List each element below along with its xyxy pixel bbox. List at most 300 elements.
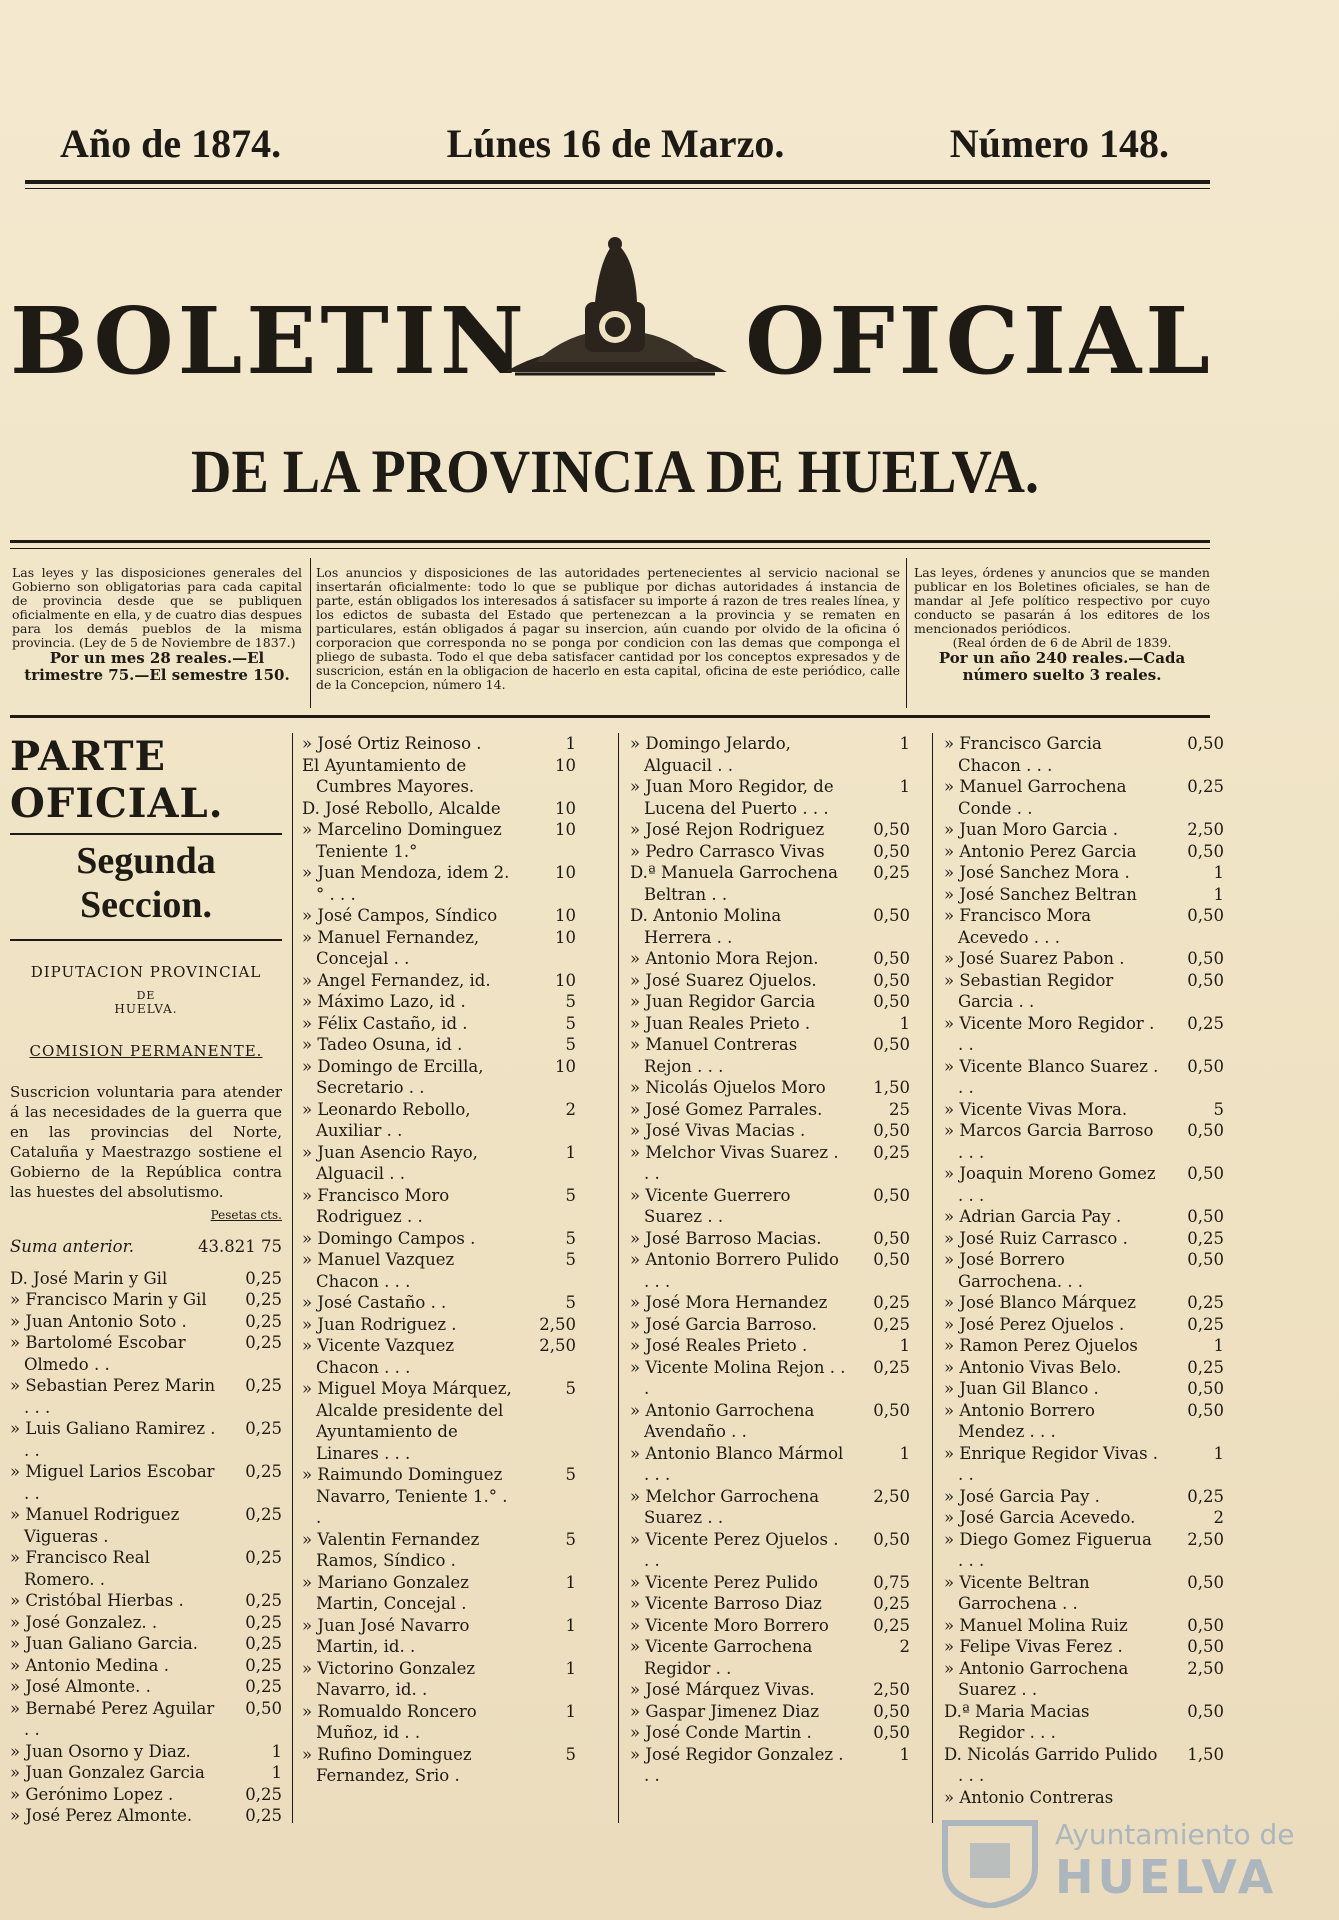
subscriber-amount: 1 [899, 1013, 910, 1033]
subscriber-amount: 5 [1213, 1099, 1224, 1119]
subscriber-amount: 0,50 [1187, 734, 1224, 753]
subscriber-row [944, 862, 1224, 884]
subscriber-row [630, 970, 910, 992]
de-heading: DE [136, 989, 156, 1002]
subscriber-row [302, 1056, 576, 1099]
subscriber-name: » Vicente Barroso Diaz [630, 1594, 822, 1613]
subscriber-name: D. José Marin y Gil [10, 1268, 168, 1288]
subscriber-row [302, 1034, 576, 1056]
subscriber-row [302, 927, 576, 970]
subscriber-row [944, 948, 1224, 970]
subscriber-name: » Juan Moro Garcia . [944, 820, 1118, 839]
subscriber-name: » José Suarez Ojuelos. [630, 970, 817, 990]
subscriber-name: » Antonio Garrochena Suarez . . [944, 1658, 1129, 1699]
subscriber-amount: 0,25 [245, 1655, 282, 1675]
subscriber-amount: 1 [1213, 863, 1224, 882]
subscriber-name: » Vicente Beltran Garrochena . . [944, 1572, 1090, 1613]
subscriber-amount: 1 [899, 1443, 910, 1463]
subscriber-name: » Juan Rodriguez . [302, 1314, 457, 1334]
subscriber-amount: 5 [565, 1293, 576, 1312]
subscriber-name: » José Ruiz Carrasco . [944, 1228, 1128, 1248]
subscriber-name: » Antonio Blanco Mármol . . . [630, 1443, 844, 1484]
subscriber-name: » Bartolomé Escobar Olmedo . . [10, 1333, 186, 1374]
subscriber-amount: 0,25 [245, 1419, 282, 1438]
subscriber-amount: 2,50 [1187, 1658, 1224, 1678]
subscriber-name: » José Reales Prieto . [630, 1336, 808, 1355]
subscriber-name: » Juan Antonio Soto . [10, 1311, 187, 1331]
subscriber-name: » José Gomez Parrales. [630, 1099, 823, 1119]
subscriber-row [944, 905, 1224, 948]
subscriber-amount: 2,50 [539, 1336, 576, 1355]
notice-right-source: (Real órden de 6 de Abril de 1839. [952, 635, 1172, 650]
subscriber-name: » Valentin Fernandez Ramos, Síndico . [302, 1529, 480, 1570]
subscriber-name: D. Antonio Molina Herrera . . [630, 906, 782, 947]
subscriber-amount: 0,25 [245, 1591, 282, 1610]
subscriber-amount: 0,50 [1187, 1615, 1224, 1635]
subscriber-row [10, 1805, 282, 1827]
subscriber-row [10, 1655, 282, 1677]
subscriber-amount: 0,50 [1187, 1379, 1224, 1398]
column-4 [944, 733, 1224, 1808]
subscriber-row [302, 819, 576, 862]
subscriber-amount: 0,25 [1187, 1293, 1224, 1312]
subscriber-row [944, 1529, 1224, 1572]
subscriber-row [944, 1572, 1224, 1615]
subscriber-name: » Victorino Gonzalez Navarro, id. . [302, 1658, 476, 1699]
subscriber-name: » José Mora Hernandez [630, 1293, 828, 1312]
subscriber-amount: 0,50 [1187, 1207, 1224, 1226]
subscriber-amount: 0,25 [245, 1634, 282, 1653]
subscriber-row [10, 1375, 282, 1418]
subscriber-amount: 0,50 [1187, 1400, 1224, 1420]
subscriber-amount: 1 [1213, 1336, 1224, 1355]
subscriber-name: » Antonio Garrochena Avendaño . . [630, 1400, 815, 1441]
subscriber-amount: 10 [555, 798, 576, 818]
subscriber-row [302, 1013, 576, 1035]
subscriber-amount: 0,50 [1187, 1572, 1224, 1592]
subscriber-amount: 0,25 [1187, 1013, 1224, 1033]
subscriber-name: » Juan Galiano Garcia. [10, 1634, 199, 1653]
suma-value: 43.821 75 [198, 1237, 282, 1256]
subscriber-name: » Antonio Contreras [944, 1787, 1114, 1807]
subscriber-amount: 0,25 [1187, 1486, 1224, 1506]
subscriber-row [302, 733, 576, 755]
subscriber-row [944, 1486, 1224, 1508]
subscriber-row [944, 1701, 1224, 1744]
subscriber-row [630, 1120, 910, 1142]
subscriber-name: » Adrian Garcia Pay . [944, 1207, 1122, 1226]
subscriber-name: » Manuel Contreras Rejon . . . [630, 1035, 798, 1076]
subscriber-name: » Vicente Moro Regidor . . . [944, 1013, 1155, 1054]
suma-anterior-row [10, 1236, 282, 1258]
notice-right [914, 566, 1210, 684]
subscriber-row [302, 905, 576, 927]
subscriber-amount: 0,25 [245, 1784, 282, 1804]
subscriber-row [10, 1762, 282, 1784]
subscriber-amount: 0,75 [873, 1572, 910, 1592]
subscriber-amount: 5 [565, 1185, 576, 1205]
subscriber-name: » Ramon Perez Ojuelos [944, 1336, 1138, 1355]
subscriber-name: » José Ortiz Reinoso . [302, 734, 482, 753]
top-rule-thin [25, 188, 1210, 189]
subscriber-amount: 5 [565, 1529, 576, 1549]
subscriber-name: » Angel Fernandez, id. [302, 970, 491, 990]
subscriber-amount: 0,25 [873, 863, 910, 882]
column-header: Pesetas cts. [210, 1208, 282, 1222]
subscriber-name: » Juan Osorno y Diaz. [10, 1741, 191, 1761]
subscriber-name: » Rufino Dominguez Fernandez, Srio . [302, 1744, 472, 1785]
subscriber-amount: 2,50 [873, 1680, 910, 1699]
column-4-list [944, 733, 1224, 1808]
subscriber-amount: 1 [899, 1336, 910, 1355]
subscriber-row [944, 819, 1224, 841]
subscriber-name: » Tadeo Osuna, id . [302, 1035, 463, 1054]
subscriber-name: » Vicente Perez Pulido [630, 1572, 819, 1592]
date-label: Lúnes 16 de Marzo. [446, 120, 785, 166]
subscriber-name: » Cristóbal Hierbas . [10, 1591, 184, 1610]
subscriber-name: El Ayuntamiento de Cumbres Mayores. [302, 755, 475, 796]
subscriber-name: » José Blanco Márquez [944, 1293, 1136, 1312]
subscriber-name: » Marcos Garcia Barroso . . . [944, 1121, 1154, 1162]
subscriber-row [10, 1332, 282, 1375]
subscriber-row [630, 1013, 910, 1035]
subscriber-name: » José Suarez Pabon . [944, 949, 1125, 968]
subscriber-amount: 0,25 [245, 1376, 282, 1395]
subscriber-row [630, 1357, 910, 1400]
subscriber-row [944, 1206, 1224, 1228]
subscriber-name: » Antonio Borrero Pulido . . . [630, 1250, 839, 1291]
subscriber-amount: 0,50 [873, 1400, 910, 1420]
subscriber-amount: 0,25 [873, 1594, 910, 1613]
subscriber-name: » Juan Reales Prieto . [630, 1013, 811, 1033]
subscriber-amount: 0,25 [873, 1357, 910, 1377]
subscriber-row [10, 1741, 282, 1763]
top-rule [25, 180, 1210, 184]
subscriber-name: » José Castaño . . [302, 1293, 447, 1312]
subscriber-name: » José Garcia Acevedo. [944, 1508, 1136, 1527]
subscriber-amount: 25 [889, 1099, 910, 1119]
subscriber-amount: 0,50 [873, 906, 910, 925]
archive-watermark [935, 1818, 1295, 1912]
subscriber-row [302, 755, 576, 798]
subscriber-amount: 0,50 [873, 841, 910, 861]
masthead-dateline [60, 118, 1169, 168]
subscriber-row [302, 1658, 576, 1701]
subscriber-amount [1160, 1787, 1224, 1809]
subscriber-amount: 0,25 [1187, 1314, 1224, 1334]
notice-rule-bottom [10, 715, 1210, 718]
subscriber-row [630, 1034, 910, 1077]
column-1-list [10, 1268, 282, 1827]
subscriber-row [10, 1698, 282, 1741]
notice-left-price: Por un mes 28 reales.—El trimestre 75.—El semestre 150. [24, 649, 290, 684]
subscriber-name: » Gaspar Jimenez Diaz [630, 1701, 820, 1721]
subscriber-name: D.ª Maria Macias Regidor . . . [944, 1701, 1090, 1742]
subscriber-amount: 5 [565, 1379, 576, 1398]
subscriber-name: » Miguel Moya Márquez, Alcalde presidente del Ayuntamiento de Linares . . . [302, 1379, 512, 1463]
subscriber-row [302, 1142, 576, 1185]
subscriber-amount: 0,50 [1187, 1637, 1224, 1656]
subscriber-amount: 0,25 [245, 1290, 282, 1309]
subscriber-row [630, 1185, 910, 1228]
subscriber-amount: 5 [565, 1035, 576, 1054]
subscriber-row [630, 1593, 910, 1615]
subscriber-row [944, 776, 1224, 819]
suma-label: Suma anterior. [10, 1237, 134, 1256]
subscriber-row [10, 1289, 282, 1311]
subscriber-name: » Miguel Larios Escobar . . [10, 1462, 215, 1503]
subscriber-name: » Antonio Perez Garcia [944, 841, 1137, 861]
column-divider-2 [618, 733, 619, 1823]
subscriber-name: » Raimundo Dominguez Navarro, Teniente 1.° . . [302, 1465, 508, 1527]
subscriber-name: » Manuel Garrochena Conde . . [944, 777, 1127, 818]
notice-left-text: Las leyes y las disposiciones generales del Gobierno son obligatorias para cada capital de provincia desde que se publiquen oficialmente en ella, y de cuatro dias despues para los demás pueblos de la misma provincia. (Ley de 5 de Noviembre de 1837.) [12, 565, 302, 650]
subscriber-amount: 0,50 [873, 970, 910, 990]
subscriber-amount: 2,50 [1187, 820, 1224, 839]
subscriber-amount: 10 [555, 970, 576, 990]
subscriber-amount: 2,50 [539, 1314, 576, 1334]
segunda-seccion-heading: Segunda Seccion. [76, 840, 216, 926]
watermark-line-2: HUELVA [1055, 1850, 1278, 1904]
subscriber-row [944, 1636, 1224, 1658]
huelva-heading: HUELVA. [114, 1002, 178, 1016]
subscriber-row [944, 1335, 1224, 1357]
year-label: Año de 1874. [60, 120, 282, 166]
subscriber-row [944, 1314, 1224, 1336]
subscriber-row [630, 1615, 910, 1637]
subscriber-row [630, 1099, 910, 1121]
column-divider-3 [932, 733, 933, 1823]
subscriber-amount: 0,25 [245, 1612, 282, 1632]
column-2 [302, 733, 576, 1787]
subscriber-name: » Luis Galiano Ramirez . . . [10, 1419, 216, 1460]
subscriber-name: » Mariano Gonzalez Martin, Concejal . [302, 1572, 469, 1613]
subscriber-name: » José Sanchez Mora . [944, 863, 1130, 882]
subscriber-name: » Melchor Garrochena Suarez . . [630, 1486, 820, 1527]
subscriber-name: » Vicente Vivas Mora. [944, 1099, 1128, 1119]
comision-heading: COMISION PERMANENTE. [29, 1042, 263, 1060]
subscriber-name: » José Sanchez Beltran [944, 884, 1137, 904]
subscriber-name: » Melchor Vivas Suarez . . . [630, 1142, 839, 1183]
subscriber-name: » Vicente Perez Ojuelos . . . [630, 1529, 839, 1570]
subscriber-name: D. Nicolás Garrido Pulido . . . [944, 1744, 1158, 1785]
subscriber-row [630, 1722, 910, 1744]
subscriber-amount: 0,50 [873, 1701, 910, 1721]
subscriber-name: » Domingo Jelardo, Alguacil . . [630, 734, 791, 775]
subscriber-amount: 0,50 [1187, 841, 1224, 861]
heading-rule [10, 833, 282, 835]
subscriber-amount: 10 [555, 755, 576, 775]
subscriber-amount: 0,50 [245, 1698, 282, 1718]
subscriber-amount: 0,50 [1187, 970, 1224, 990]
subscriber-row [944, 1658, 1224, 1701]
subscriber-amount: 0,50 [1187, 906, 1224, 925]
subscriber-name: » Vicente Molina Rejon . . . [630, 1357, 846, 1398]
notice-center [316, 566, 900, 692]
subscriber-amount: 0,25 [873, 1142, 910, 1162]
subscriber-row [302, 1335, 576, 1378]
subscriber-name: » José Campos, Síndico [302, 906, 498, 925]
subscriber-row [630, 819, 910, 841]
subscriber-row [944, 1013, 1224, 1056]
subscriber-name: » Domingo de Ercilla, Secretario . . [302, 1056, 484, 1097]
subscriber-row [630, 1679, 910, 1701]
subscriber-amount: 1 [565, 1658, 576, 1678]
subscriber-row [10, 1784, 282, 1806]
title-boletin: BOLETIN [10, 287, 529, 395]
subscriber-row [630, 1701, 910, 1723]
subscriber-row [944, 1120, 1224, 1163]
subscriber-amount: 0,50 [873, 1723, 910, 1742]
subscriber-amount: 1 [565, 734, 576, 753]
subscriber-row [944, 733, 1224, 776]
subscriber-amount: 0,50 [873, 992, 910, 1011]
subscriber-name: » José Rejon Rodriguez [630, 820, 825, 839]
subscriber-row [630, 1636, 910, 1679]
subscriber-amount: 1 [565, 1142, 576, 1162]
subscriber-amount: 1,50 [1187, 1744, 1224, 1764]
subscriber-name: » Pedro Carrasco Vivas [630, 841, 825, 861]
subscriber-name: » Gerónimo Lopez . [10, 1784, 174, 1804]
subscriber-amount: 2 [899, 1637, 910, 1656]
notice-right-text: Las leyes, órdenes y anuncios que se manden publicar en los Boletines oficiales, se han de mandar al Jefe político respectivo por cuyo conducto se pasarán á los editores de los mencionados periódicos. [914, 565, 1210, 636]
subscriber-row [944, 970, 1224, 1013]
subscriber-name: » Juan Moro Regidor, de Lucena del Puerto . . . [630, 777, 834, 818]
parte-oficial-heading: PARTE OFICIAL. [10, 733, 224, 827]
subscriber-row [630, 1077, 910, 1099]
subscriber-row [944, 841, 1224, 863]
subscriber-row [630, 862, 910, 905]
column-3 [630, 733, 910, 1787]
subscriber-name: » Joaquin Moreno Gomez . . . [944, 1164, 1156, 1205]
subscriber-row [944, 1292, 1224, 1314]
subscriber-name: » Sebastian Regidor Garcia . . [944, 970, 1114, 1011]
subscriber-amount: 10 [555, 1056, 576, 1076]
subscriber-row [10, 1461, 282, 1504]
notice-rule-top-thin [10, 548, 1210, 549]
subscriber-row [944, 1056, 1224, 1099]
notice-divider-1 [310, 558, 311, 708]
subscriber-amount: 0,50 [873, 1121, 910, 1140]
subscriber-row [302, 1249, 576, 1292]
subscriber-amount: 0,25 [873, 1314, 910, 1334]
subscriber-name: » Diego Gomez Figuerua . . . [944, 1529, 1152, 1570]
subscriber-row [10, 1311, 282, 1333]
subscriber-amount: 2 [1213, 1508, 1224, 1527]
subscriber-name: » José Gonzalez. . [10, 1612, 158, 1632]
subscriber-row [630, 1744, 910, 1787]
subscriber-amount: 0,25 [245, 1806, 282, 1825]
subscriber-amount: 0,50 [873, 1250, 910, 1269]
subscriber-amount: 0,25 [1187, 1357, 1224, 1377]
subscriber-amount: 0,50 [1187, 1056, 1224, 1076]
subscriber-amount: 0,25 [245, 1505, 282, 1524]
subscriber-name: » Juan Asencio Rayo, Alguacil . . [302, 1142, 478, 1183]
subscriber-row [944, 1099, 1224, 1121]
subscriber-amount: 0,25 [873, 1293, 910, 1312]
subscriber-name: » Juan Gonzalez Garcia [10, 1763, 205, 1782]
subscriber-row [944, 1615, 1224, 1637]
subscriber-name: » Marcelino Dominguez Teniente 1.° [302, 820, 502, 861]
subscriber-amount: 0,25 [1187, 1228, 1224, 1248]
subscriber-row [630, 1314, 910, 1336]
subscriber-row [630, 991, 910, 1013]
notice-center-text: Los anuncios y disposiciones de las autoridades pertenecientes al servicio nacional se insertarán oficialmente: todo lo que se publique por dichas autoridades á instancia de parte, están obligados los interesados á satisfacer su importe á razon de tres reales línea, y los edictos de subasta del Estado que pertenezcan a la provincia y se rematen en particulares, están obligados á pagar su insercion, aún cuando por olvido de la oficina ó corporacion que corresponda no se ponga por condicion con las demas que componga el pliego de subasta. Todo el que deba satisfacer cantidad por los conceptos expresados y de suscricion, están en la obligacion de hacerlo en esta capital, oficina de este periódico, calle de la Concepcion, número 14. [316, 565, 900, 692]
subscriber-row [630, 1335, 910, 1357]
subscriber-row [630, 1249, 910, 1292]
subscriber-name: » Manuel Rodriguez Vigueras . [10, 1505, 180, 1546]
notice-right-price: Por un año 240 reales.—Cada número suelto 3 reales. [938, 649, 1186, 684]
subscriber-name: » José Garcia Pay . [944, 1486, 1100, 1506]
subscriber-amount: 0,50 [1187, 1701, 1224, 1721]
subscriber-name: » Máximo Lazo, id . [302, 992, 466, 1011]
subscriber-amount: 0,25 [245, 1548, 282, 1567]
subscriber-amount: 10 [555, 927, 576, 947]
subscriber-amount: 5 [565, 1744, 576, 1764]
subscriber-amount: 1,50 [873, 1078, 910, 1097]
subscriber-amount: 0,25 [245, 1462, 282, 1481]
subscriber-row [944, 884, 1224, 906]
subscriber-row [302, 1701, 576, 1744]
subscriber-amount: 1 [1213, 1443, 1224, 1463]
subscriber-amount: 10 [555, 863, 576, 882]
subscriber-amount: 0,50 [873, 949, 910, 968]
subscriber-amount: 5 [565, 1465, 576, 1484]
subscriber-name: D. José Rebollo, Alcalde [302, 798, 501, 818]
subscriber-amount: 5 [565, 1250, 576, 1269]
subscriber-row [630, 1228, 910, 1250]
diputacion-heading: DIPUTACION PROVINCIAL [30, 963, 262, 981]
subscriber-amount: 0,50 [873, 1228, 910, 1248]
subscriber-amount: 0,50 [873, 1185, 910, 1205]
title-oficial: OFICIAL [745, 287, 1214, 395]
subscriber-row [630, 1486, 910, 1529]
subscriber-name: » Enrique Regidor Vivas . . . [944, 1443, 1159, 1484]
subscriber-amount: 2,50 [873, 1486, 910, 1506]
subscriber-row [630, 1400, 910, 1443]
subscriber-row [10, 1633, 282, 1655]
notice-divider-2 [906, 558, 907, 708]
subscriber-row [944, 1163, 1224, 1206]
subscriber-row [630, 733, 910, 776]
subscriber-name: » Vicente Guerrero Suarez . . [630, 1185, 791, 1226]
subscriber-name: » Bernabé Perez Aguilar . . [10, 1698, 215, 1739]
subscriber-name: » José Conde Martin . [630, 1723, 812, 1742]
subscriber-row [302, 1529, 576, 1572]
subscriber-amount: 0,25 [873, 1615, 910, 1635]
subscriber-amount: 0,50 [1187, 1121, 1224, 1140]
subscriber-amount: 1 [271, 1763, 282, 1782]
subscriber-row [944, 1443, 1224, 1486]
subscriber-row [944, 1357, 1224, 1379]
subscriber-row [302, 1185, 576, 1228]
subscriber-amount: 0,25 [245, 1268, 282, 1288]
subscriber-amount: 0,50 [1187, 949, 1224, 968]
subscriber-row [944, 1744, 1224, 1787]
subscriber-name: » Manuel Molina Ruiz [944, 1615, 1128, 1635]
subscriber-name: » Juan Mendoza, idem 2.° . . . [302, 863, 510, 904]
subscriber-row [630, 1292, 910, 1314]
subscriber-row [302, 798, 576, 820]
subscriber-name: » José Márquez Vivas. [630, 1680, 815, 1699]
subscriber-name: » Antonio Mora Rejon. [630, 949, 819, 968]
subscriber-name: » Juan Gil Blanco . [944, 1379, 1099, 1398]
subscriber-amount: 0,25 [245, 1311, 282, 1331]
subscriber-amount: 1 [271, 1741, 282, 1761]
subscriber-amount: 1 [899, 777, 910, 796]
subscriber-row [10, 1590, 282, 1612]
subscriber-amount: 2 [565, 1099, 576, 1119]
